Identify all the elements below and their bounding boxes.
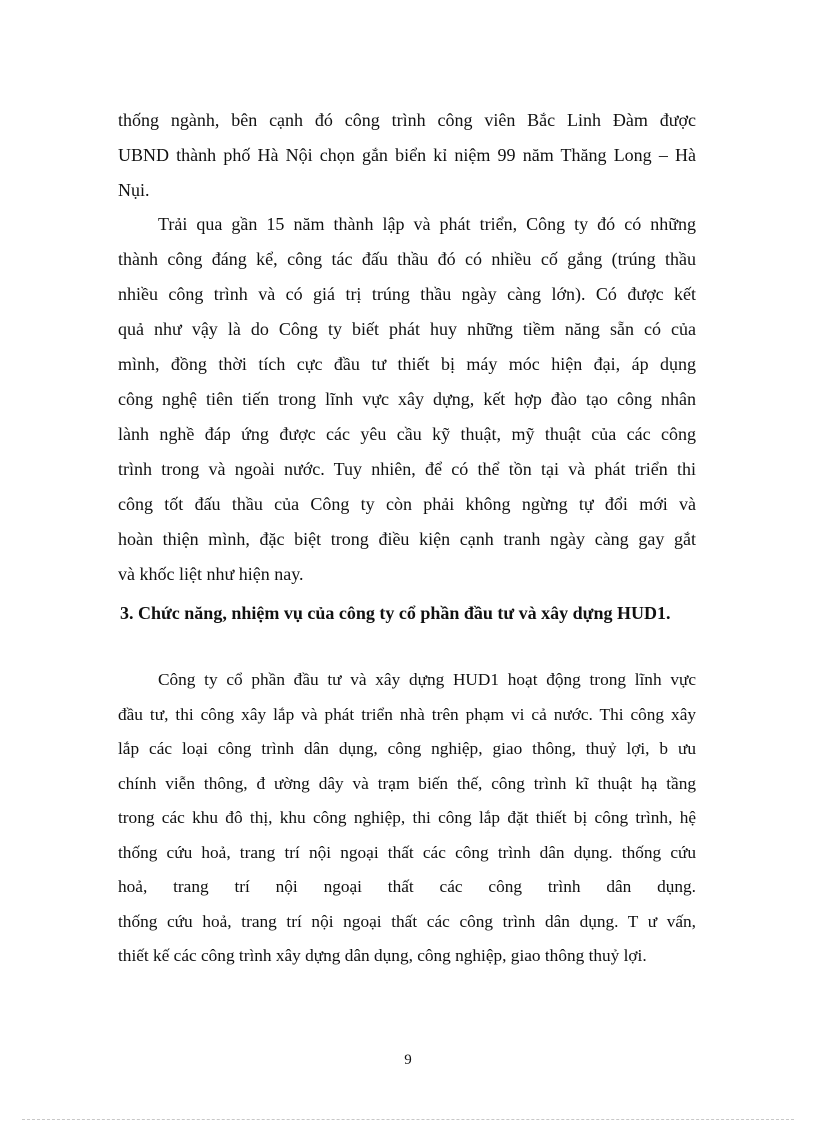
paragraph-line: trình trong và ngoài nước. Tuy nhiên, để có thể tồn tại và phát triển thi [118, 459, 696, 479]
paragraph-line: thiết kế các công trình xây dựng dân dụng, công nghiệp, giao thông thuỷ lợi. [118, 946, 647, 965]
page-bottom-divider [22, 1119, 794, 1120]
paragraph-line: hoàn thiện mình, đặc biệt trong điều kiện cạnh tranh ngày càng gay gắt [118, 529, 696, 549]
paragraph-line: công tốt đấu thầu của Công ty còn phải không ngừng tự đổi mới và [118, 494, 696, 514]
paragraph-continuation [118, 103, 696, 208]
paragraph-line: hoả, trang trí nội ngoại thất các công trình dân dụng. [118, 877, 696, 896]
paragraph-line: Trải qua gần 15 năm thành lập và phát triển, Công ty đó có những [158, 214, 696, 234]
paragraph-line: chính viễn thông, đ ường dây và trạm biến thế, công trình kĩ thuật hạ tầng [118, 773, 696, 793]
paragraph-line: quả như vậy là do Công ty biết phát huy những tiềm năng sẵn có của [118, 319, 696, 339]
paragraph-functions-duties [118, 663, 696, 974]
paragraph-line: thống cứu hoả, trang trí nội ngoại thất các công trình dân dụng. T ư vấn, [118, 911, 696, 931]
paragraph-line: Công ty cổ phần đầu tư và xây dựng HUD1 hoạt động trong lĩnh vực [158, 670, 696, 689]
section-heading: 3. Chức năng, nhiệm vụ của công ty cổ phần đầu tư và xây dựng HUD1. [120, 603, 671, 623]
paragraph-line: Nụi. [118, 180, 150, 200]
paragraph-line: lành nghề đáp ứng được các yêu cầu kỹ thuật, mỹ thuật của các công [118, 424, 696, 444]
paragraph-line: thống ngành, bên cạnh đó công trình công viên Bắc Linh Đàm được [118, 110, 696, 130]
paragraph-line: và khốc liệt như hiện nay. [118, 564, 304, 584]
paragraph-company-history [118, 207, 696, 592]
paragraph-line: công nghệ tiên tiến trong lĩnh vực xây dựng, kết hợp đào tạo công nhân [118, 389, 696, 409]
paragraph-line: nhiều công trình và có giá trị trúng thầu ngày càng lớn). Có được kết [118, 284, 696, 304]
paragraph-line: lắp các loại công trình dân dụng, công nghiệp, giao thông, thuỷ lợi, b ưu [118, 739, 696, 758]
paragraph-line: đầu tư, thi công xây lắp và phát triển nhà trên phạm vi cả nước. Thi công xây [118, 704, 696, 724]
paragraph-line: UBND thành phố Hà Nội chọn gắn biển kỉ niệm 99 năm Thăng Long – Hà [118, 145, 696, 165]
page-number: 9 [404, 1052, 412, 1068]
paragraph-line: mình, đồng thời tích cực đầu tư thiết bị máy móc hiện đại, áp dụng [118, 354, 696, 374]
paragraph-line: thống cứu hoả, trang trí nội ngoại thất các công trình dân dụng. thống cứu [118, 842, 696, 862]
paragraph-line: trong các khu đô thị, khu công nghiệp, thi công lắp đặt thiết bị công trình, hệ [118, 808, 696, 827]
paragraph-line: thành công đáng kể, công tác đấu thầu đó có nhiều cố gắng (trúng thầu [118, 249, 696, 269]
